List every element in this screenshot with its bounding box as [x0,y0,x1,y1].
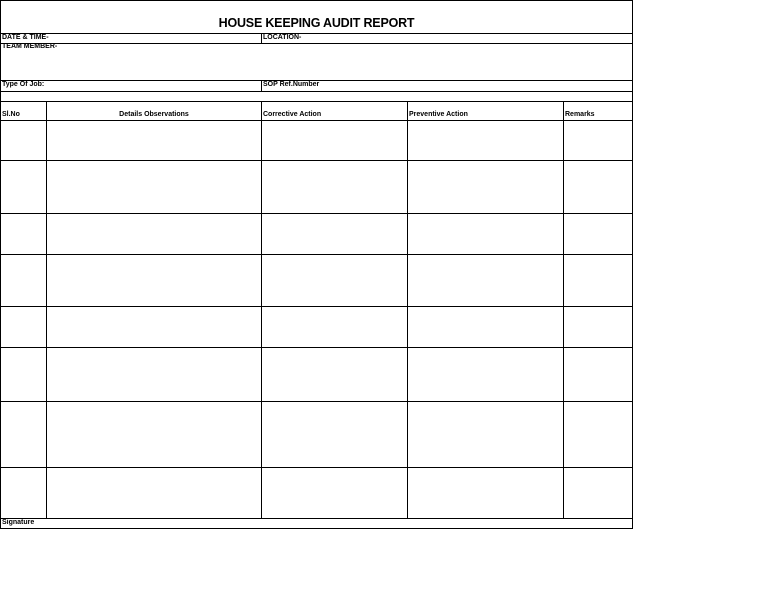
signature-label: Signature [2,519,35,526]
date-time-label: DATE & TIME- [2,34,49,41]
divider-date-location [261,33,262,43]
column-divider [563,101,564,519]
report-title: HOUSE KEEPING AUDIT REPORT [218,16,415,30]
divider-job-sop [261,80,262,91]
table-row [0,347,633,348]
column-divider [407,101,408,519]
table-row [0,401,633,402]
rule-above-table [0,101,633,102]
type-of-job-label: Type Of Job: [2,81,45,88]
table-row [0,467,633,468]
table-row [0,306,633,307]
header-corrective-action: Corrective Action [263,111,322,118]
rule-below-title [0,33,633,34]
border-bottom [0,528,633,529]
header-preventive-action: Preventive Action [409,111,468,118]
header-remarks: Remarks [565,111,595,118]
header-details-observations: Details Observations [119,111,189,118]
sop-ref-label: SOP Ref.Number [263,81,320,88]
column-divider [261,101,262,519]
header-sl-no: Sl.No [2,111,20,118]
location-label: LOCATION- [263,34,302,41]
column-divider [46,101,47,519]
rule-below-date [0,43,633,44]
team-member-label: TEAM MEMBER- [2,43,58,50]
table-row [0,254,633,255]
table-row [0,160,633,161]
rule-below-headers [0,120,633,121]
border-top [0,0,633,1]
rule-below-job [0,91,633,92]
table-row [0,213,633,214]
table-row [0,518,633,519]
